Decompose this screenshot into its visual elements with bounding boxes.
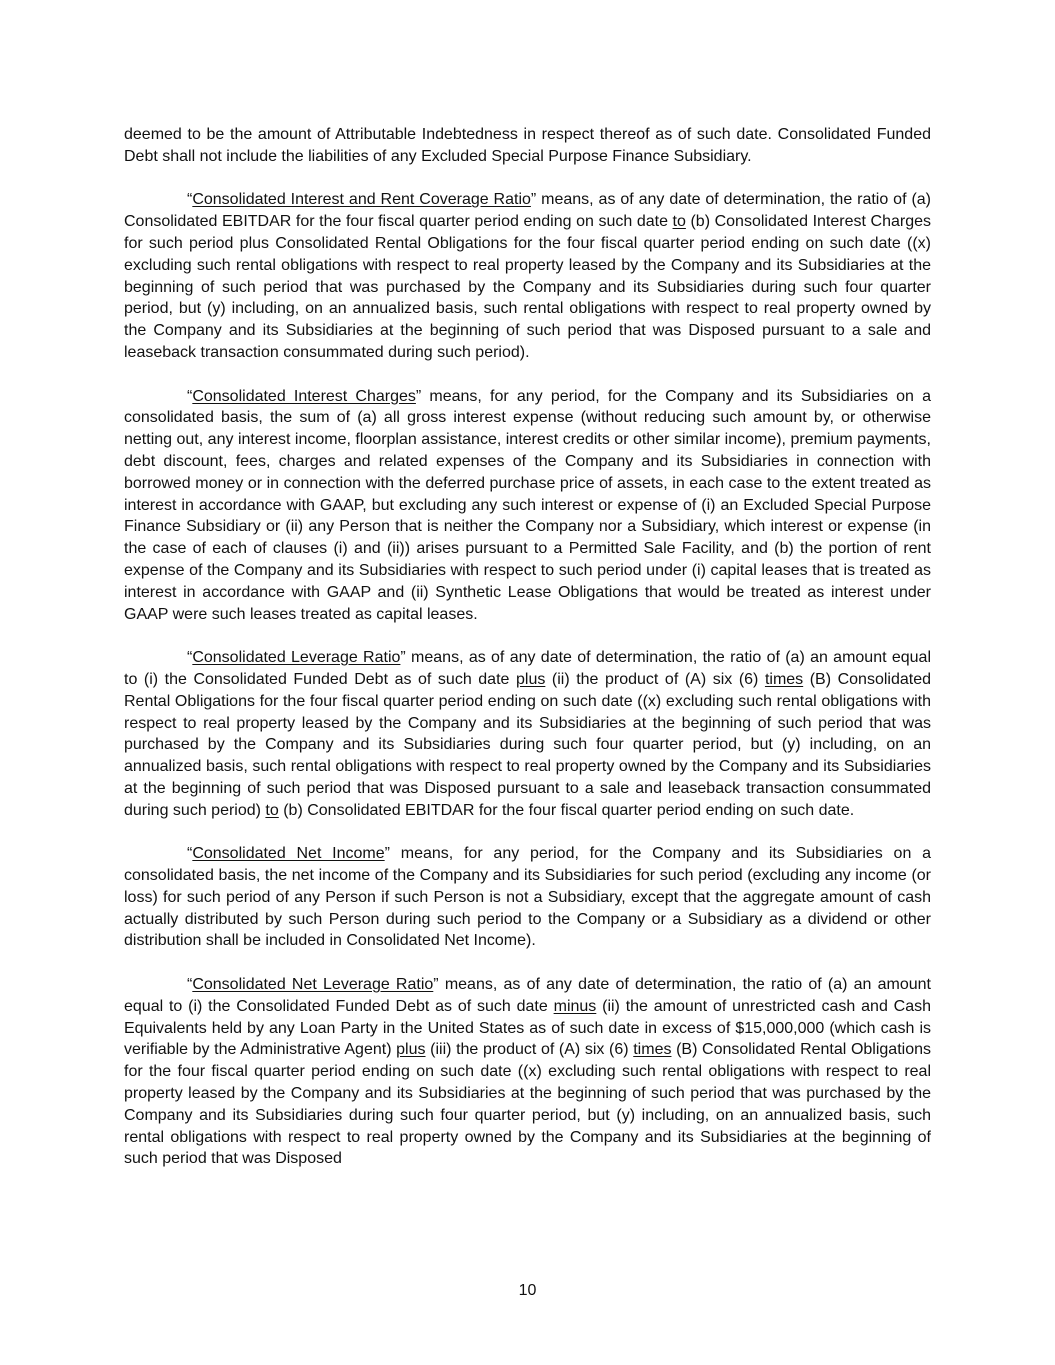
text: deemed to be the amount of Attributable Indebtedness in respect thereof as of such date. Consolidated Funded Debt shall not include the liabilities of any Excluded Special Purpose Finance Subsidiary. <box>124 126 931 165</box>
definition-net-leverage-ratio <box>124 974 931 1170</box>
defined-term: Consolidated Net Income <box>192 845 385 863</box>
definition-net-income <box>124 843 931 952</box>
defined-term: Consolidated Net Leverage Ratio <box>192 976 434 994</box>
page-number: 10 <box>518 1282 537 1299</box>
definition-interest-charges <box>124 386 931 626</box>
text: (ii) the product of (A) six (6) <box>545 670 765 688</box>
underlined-word: to <box>265 801 279 819</box>
defined-term: Consolidated Interest Charges <box>192 387 416 405</box>
quote: “ <box>187 976 193 994</box>
text: (b) Consolidated Interest Charges for such period plus Consolidated Rental Obligations for the four fiscal quarter period ending on such date ((x) excluding such rental obligations with respect to real property leased by the Company and its Subsidiaries at the beginning of such period that was purchased by the Company and its Subsidiaries during such four quarter period, but (y) including, on an annualized basis, such rental obligations with respect to real property owned by the Company and its Subsidiaries at the beginning of such period that was Disposed pursuant to a sale and leaseback transaction consummated during such period). <box>124 213 931 361</box>
underlined-word: times <box>633 1041 672 1059</box>
quote: “ <box>187 845 193 863</box>
text: ” means, as of any date of determination, the ratio of (a) Consolidated EBITDAR for the four fiscal quarter period ending on such date <box>124 191 932 231</box>
definition-leverage-ratio <box>124 647 931 821</box>
defined-term: Consolidated Leverage Ratio <box>192 649 401 667</box>
underlined-word: plus <box>515 670 546 688</box>
text: (b) Consolidated EBITDAR for the four fiscal quarter period ending on such date. <box>278 801 855 819</box>
text: ” means, for any period, for the Company and its Subsidiaries on a consolidated basis, the sum of (a) all gross interest expense (without reducing such amount by, or otherwise netting out, any interest income, floorplan assistance, interest credits or other similar income), premium payments, debt discount, fees, charges and related expenses of the Company and its Subsidiaries in connection with borrowed money or in connection with the deferred purchase price of assets, in each case to the extent treated as interest in accordance with GAAP, but excluding any such interest or expense of (i) an Excluded Special Purpose Finance Subsidiary or (ii) any Person that is neither the Company nor a Subsidiary, which interest or expense (in the case of each of clauses (i) and (ii)) arises pursuant to a Permitted Sale Facility, and (b) the portion of rent expense of the Company and its Subsidiaries with respect to such period under (i) capital leases that is treated as interest in accordance with GAAP and (ii) Synthetic Lease Obligations that would be treated as interest under GAAP were such leases treated as capital leases. <box>124 387 932 623</box>
text: ” means, as of any date of determination, the ratio of (a) an amount equal to (i) the Consolidated Funded Debt as of such date <box>124 976 932 1015</box>
quote: “ <box>187 649 193 667</box>
underlined-word: to <box>672 213 686 231</box>
text: (B) Consolidated Rental Obligations for the four fiscal quarter period ending on such date ((x) excluding such rental obligations with respect to real property leased by the Company and its Subsidiaries at the beginning of such period that was purchased by the Company and its Subsidiaries during such four quarter period, but (y) including, on an annualized basis, such rental obligations with respect to real property owned by the Company and its Subsidiaries at the beginning of such period that was Disposed <box>124 1041 931 1168</box>
underlined-word: plus <box>396 1041 426 1059</box>
text: (iii) the product of (A) six (6) <box>425 1041 634 1059</box>
text: ” means, for any period, for the Company and its Subsidiaries on a consolidated basis, the net income of the Company and its Subsidiaries for such period (excluding any income (or loss) for such period of any Person if such Person is not a Subsidiary, except that the aggregate amount of cash actually distributed by such Person during such period to the Company or a Subsidiary as a dividend or other distribution shall be included in Consolidated Net Income). <box>124 845 932 950</box>
text: ” means, as of any date of determination, the ratio of (a) an amount equal to (i) the Consolidated Funded Debt as of such date <box>124 649 932 688</box>
definition-interest-rent-coverage-ratio <box>124 189 931 363</box>
text: (B) Consolidated Rental Obligations for the four fiscal quarter period ending on such date ((x) excluding such rental obligations with respect to real property leased by the Company and its Subsidiaries at the beginning of such period that was purchased by the Company and its Subsidiaries during such four quarter period, but (y) including, on an annualized basis, such rental obligations with respect to real property owned by the Company and its Subsidiaries at the beginning of such period that was Disposed pursuant to a sale and leaseback transaction consummated during such period) <box>124 670 932 819</box>
quote: “ <box>187 191 193 209</box>
underlined-word: minus <box>553 997 597 1015</box>
text: (ii) the amount of unrestricted cash and Cash Equivalents held by any Loan Party in the United States as of such date in excess of $15,000,000 (which cash is verifiable by the Administrative Agent) <box>124 997 932 1059</box>
paragraph-funded-debt-continuation <box>124 124 931 168</box>
underlined-word: times <box>764 670 804 688</box>
quote: “ <box>187 387 193 405</box>
defined-term: Consolidated Interest and Rent Coverage Ratio <box>192 191 531 209</box>
document-page <box>124 124 931 1192</box>
